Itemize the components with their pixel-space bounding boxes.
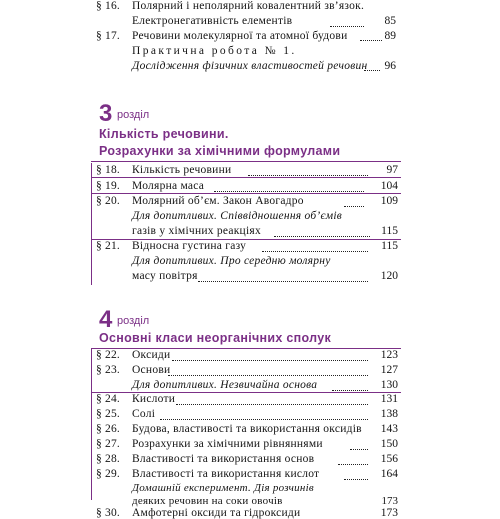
dot-leader (214, 191, 364, 192)
entry-number: § 22. (96, 349, 120, 361)
page-number: 120 (380, 270, 398, 282)
dot-leader (330, 26, 364, 27)
entry-number: § 24. (96, 393, 120, 405)
page-number: 138 (380, 408, 398, 420)
section-title: Кількість речовини. (99, 127, 229, 141)
entry-title: Амфотерні оксиди та гідроксиди (132, 507, 301, 519)
entry-title: газів у хімічних реакціях (132, 225, 261, 237)
entry-number: § 18. (96, 164, 120, 176)
entry-number: § 19. (96, 180, 120, 192)
entry-title: масу повітря (132, 270, 198, 282)
section-number: 4 (99, 306, 113, 333)
section-title: Основні класи неорганічних сполук (99, 331, 332, 345)
entry-number: § 21. (96, 240, 120, 252)
entry-number: § 17. (96, 30, 120, 42)
page-number: 97 (386, 164, 398, 176)
page-number: 130 (380, 379, 398, 391)
page-number: 150 (380, 438, 398, 450)
section-number: 3 (99, 100, 113, 127)
page-number: 131 (380, 393, 398, 405)
entry-title: Полярний і неполярний ковалентний зв’язок. (132, 0, 365, 12)
page-number: 143 (380, 423, 398, 435)
entry-number: § 23. (96, 364, 120, 376)
entry-title: Основи (132, 364, 171, 376)
page-number: 104 (380, 180, 398, 192)
page-number: 156 (380, 453, 398, 465)
page-number: 115 (381, 225, 398, 237)
dot-leader (344, 479, 368, 480)
entry-title: Дослідження фізичних властивостей речовин (132, 60, 368, 72)
entry-number: § 26. (96, 423, 120, 435)
entry-title: Оксиди (132, 349, 171, 361)
entry-title: Будова, властивості та використання оксидів (132, 423, 362, 435)
dot-leader (338, 464, 368, 465)
entry-title: Молярний об’єм. Закон Авогадро (132, 195, 304, 207)
entry-number: § 30. (96, 507, 120, 519)
page-number: 89 (384, 30, 396, 42)
column-divider (91, 163, 92, 285)
row-divider (91, 177, 401, 178)
entry-title: Кількість речовини (132, 164, 232, 176)
dot-leader (332, 390, 368, 391)
dot-leader (350, 449, 368, 450)
page-number: 96 (384, 60, 396, 72)
page-number: 109 (380, 195, 398, 207)
entry-number: § 27. (96, 438, 120, 450)
dot-leader (344, 206, 364, 207)
section-label: розділ (117, 315, 150, 327)
practical-work-label: Практична робота № 1. (132, 45, 297, 57)
page-number: 173 (380, 507, 398, 519)
column-divider (91, 349, 92, 500)
dot-leader (160, 419, 368, 420)
entry-number: § 16. (96, 0, 120, 12)
entry-title: Кислоти (132, 393, 176, 405)
entry-title: Властивості та використання основ (132, 453, 315, 465)
page-number: 127 (380, 364, 398, 376)
row-divider (91, 193, 401, 194)
page-number: 85 (384, 15, 396, 27)
dot-leader (274, 236, 370, 237)
entry-title: деяких речовин на соки овочів (132, 495, 283, 507)
page-number: 123 (380, 349, 398, 361)
entry-title: Відносна густина газу (132, 240, 247, 252)
dot-leader (176, 404, 368, 405)
entry-title: Для допитливих. Про середню молярну (132, 255, 331, 267)
dot-leader (198, 281, 368, 282)
entry-title: Молярна маса (132, 180, 205, 192)
page-number: 164 (380, 468, 398, 480)
entry-number: § 29. (96, 468, 120, 480)
entry-title: Розрахунки за хімічними рівняннями (132, 438, 323, 450)
entry-title: Властивості та використання кислот (132, 468, 320, 480)
dot-leader (172, 360, 368, 361)
curious-label (132, 210, 342, 222)
dot-leader (168, 375, 368, 376)
dot-leader (262, 251, 368, 252)
page-number: 115 (381, 240, 398, 252)
entry-title: Для допитливих. Співвідношення об’ємів (132, 210, 343, 222)
section-divider (91, 161, 401, 162)
entry-title: Домашній експеримент. Дія розчинів (132, 482, 314, 494)
entry-number: § 25. (96, 408, 120, 420)
section-label: розділ (117, 109, 150, 121)
entry-title: Речовини молекулярної та атомної будови (132, 30, 348, 42)
dot-leader (248, 175, 368, 176)
entry-number: § 28. (96, 453, 120, 465)
entry-title: Електронегативність елементів (132, 15, 293, 27)
entry-title: Солі (132, 408, 156, 420)
section-title: Розрахунки за хімічними формулами (99, 144, 341, 158)
entry-title: Для допитливих. Незвичайна основа (132, 379, 318, 391)
entry-number: § 20. (96, 195, 120, 207)
page-number: 173 (381, 495, 398, 507)
